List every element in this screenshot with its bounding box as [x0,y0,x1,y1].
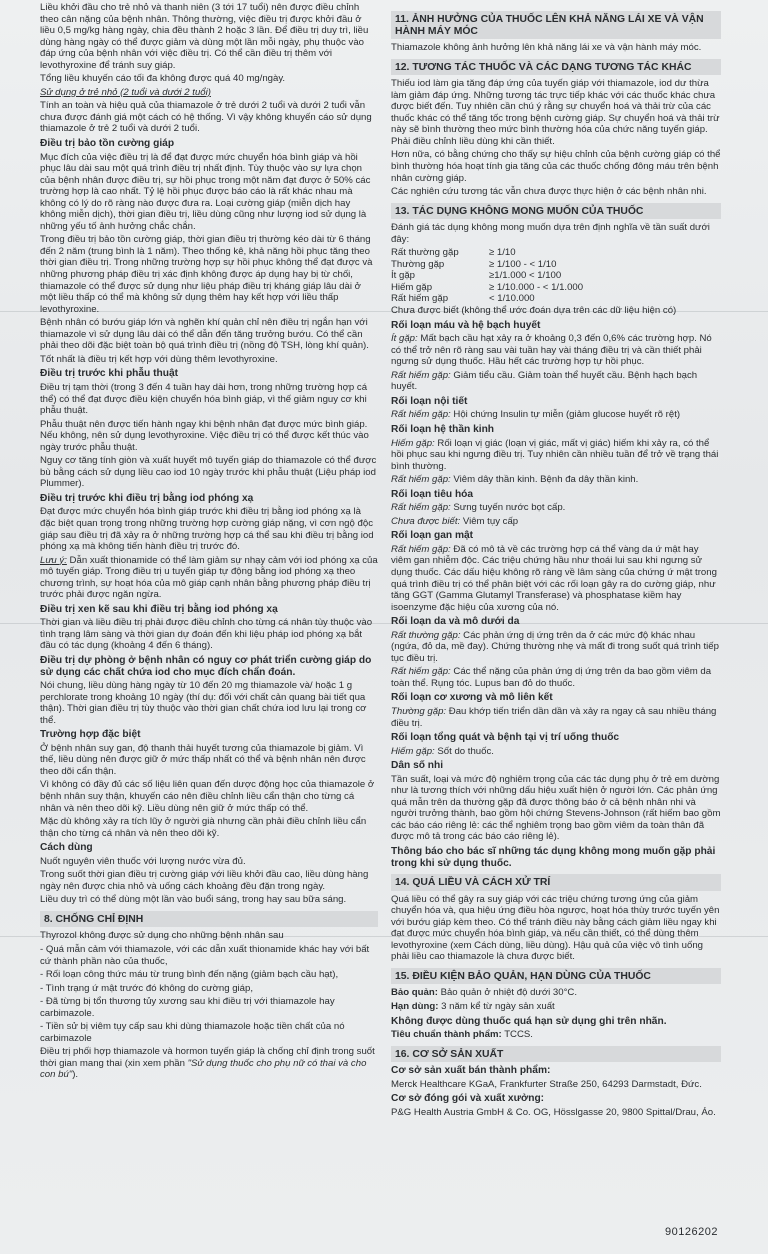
freq-value: ≥ 1/10 [489,247,516,259]
expiry-text: 3 năm kể từ ngày sản xuất [438,1001,555,1013]
bone-entry [391,706,721,729]
freq-tag: Thường gặp: [391,705,447,717]
preop-text: Điều trị tạm thời (trong 3 đến 4 tuần hay dài hơn, trong những trường hợp cá thể) có thể đạt được điều kiện chuyển hóa bình giáp, vì thế giảm nguy cơ khi phẫu thuật. [40,381,368,417]
skin-entry [391,630,721,665]
nervous-entry [391,474,721,486]
liver-text: Đã có mô tả về các trường hợp cá thể vàng da ứ mật hay viêm gan nhiễm độc. Các triệu chứng hầu như thoái lui sau khi ngưng sử dụng thuốc. Các dấu hiệu không rõ ràng về lâm sàng của chứng ứ mật trong quá trình điều trị có thể phân biệt với các rối loạn gây ra do cường giáp, như tăng GGT (Gamma Glutamyl Transferase) và phosphatase kiềm hay isoenzyme đặc hiệu của xương của nó. [391,543,717,613]
section-16-heading: 16. CƠ SỞ SẢN XUẤT [391,1046,721,1063]
gi-title: Rối loạn tiêu hóa [391,488,474,500]
freq-value: ≥ 1/100 - < 1/10 [489,258,557,270]
freq-tag: Rất hiếm gặp: [391,474,451,486]
contra-item: - Quá mẫn cảm với thiamazole, với các dẫn xuất thionamide khác hay với bất cứ thành phần nào của thuốc, [40,944,370,967]
interval-title: Điều trị xen kẽ sau khi điều trị bằng iod phóng xạ [40,603,278,615]
blood-entry [391,333,721,368]
admin-text: Nuốt nguyên viên thuốc với lượng nước vừa đủ. [40,855,246,867]
special-text: Vì không có đầy đủ các số liệu liên quan đến dược động học của thiamazole ở bệnh nhân suy thận, khuyến cáo nên điều chỉnh liều cẩn thận cho từng cá nhân và nên theo dõi kỹ. Liều dùng nên giữ ở mức thấp có thể. [40,779,375,814]
liver-entry [391,544,721,613]
admin-text: Liều duy trì có thể dùng một lần vào buổi sáng, trong hay sau bữa sáng. [40,894,347,906]
section-12-text: Các nghiên cứu tương tác vẫn chưa được thực hiện ở các bệnh nhân nhi. [391,186,707,198]
skin-title: Rối loạn da và mô dưới da [391,616,520,628]
blood-title: Rối loạn máu và hệ bạch huyết [391,319,541,331]
expiry-label: Hạn dùng: [391,1001,439,1013]
freq-label: Hiếm gặp [391,281,433,293]
endocrine-title: Rối loạn nội tiết [391,395,468,407]
pack-text: P&G Health Austria GmbH & Co. OG, Hösslgasse 20, 9800 Spittal/Drau, Áo. [391,1106,716,1118]
freq-tag: Rất hiếm gặp: [391,543,451,555]
admin-text: Trong suốt thời gian điều trị cường giáp với liều khởi đầu cao, liều dùng hàng ngày nên được chia nhỏ và uống cách khoảng đều đặn trong ngày. [40,869,369,892]
conservative-text: Mục đích của việc điều trị là để đạt được mức chuyển hóa bình giáp và hồi phục lâu dài sau một quá trình điều trị nhất định. Tùy thuộc vào sự lựa chọn của bệnh nhân được điều trị, sự hồi phục trong một năm đạt được ở 50% các trường hợp là cao nhất. Tỷ lệ hồi phục được báo cáo là rất khác nhau mà không có lý do rõ ràng nào được đưa ra. Loại cường giáp (miễn dịch hay không miễn dịch), thời gian điều trị, liều dùng cũng như lượng iod sử dụng là những yếu tố ảnh hưởng chắc chắn. [40,151,371,232]
skin-entry [391,666,721,689]
pediatric-title: Dân số nhi [391,760,444,772]
preop-text: Phẫu thuật nên được tiến hành ngay khi bệnh nhân đạt được mức bình giáp. Nếu không, nên sử dụng levothyroxine. Việc điều trị có thể được kết thúc vào ngày trước phẫu thuật. [40,418,369,453]
gi-entry [391,502,721,514]
prophylaxis-text: Nói chung, liều dùng hàng ngày từ 10 đến 20 mg thiamazole và/ hoặc 1 g perchlorate trong khoảng 10 ngày (thí dụ: đối với chất cản quang bài tiết qua thận). Thời gian điều trị tùy thuộc vào thời gian chất chứa iod lưu lại trong cơ thể. [40,680,367,726]
dosage-children-text: Liều khởi đầu cho trẻ nhỏ và thanh niên (3 tới 17 tuổi) nên được điều chỉnh theo cân nặng của bệnh nhân. Thông thường, việc điều trị được khởi đầu ở liều 0,5 mg/kg hàng ngày, chia đều thành 2 hoặc 3 lần. Để điều trị duy trì, liều dùng hàng ngày có thể được giảm và dùng một lần mỗi ngày, phụ thuộc vào đáp ứng của bệnh nhân với việc điều trị. Có thể cần điều trị thêm với levothyroxine để tránh suy giáp. [40,2,369,71]
section-11-text: Thiamazole không ảnh hưởng lên khả năng lái xe và vận hành máy móc. [391,42,702,54]
interval-text: Thời gian và liều điều trị phải được điều chỉnh cho từng cá nhân tùy thuộc vào tình trạng lâm sàng và thời gian dự đoán đến khi liệu pháp iod phóng xạ bắt đầu có tác dụng (khoảng 4 đến 6 tháng). [40,617,373,652]
standard-label: Tiêu chuẩn thành phẩm: [391,1029,502,1041]
skin-text: Các thể nặng của phản ứng dị ứng trên da bao gồm viêm da toàn thể. Rụng tóc. Lupus ban đỏ do thuốc. [391,666,712,689]
conservative-text: Tốt nhất là điều trị kết hợp với dùng thêm levothyroxine. [40,353,278,365]
section-12-heading: 12. TƯƠNG TÁC THUỐC VÀ CÁC DẠNG TƯƠNG TÁC KHÁC [391,59,721,76]
blood-text: Mất bạch cầu hạt xảy ra ở khoảng 0,3 đến 0,6% các trường hợp. Nó có thể trở nên rõ ràng sau vài tuần hay vài tháng điều trị và cần thiết phải ngưng sử dụng thuốc. Hầu hết các trường hợp tự hồi phục. [391,333,712,368]
special-title: Trường hợp đặc biệt [40,729,141,741]
general-text: Sốt do thuốc. [434,745,494,757]
radio-note [40,555,378,601]
gi-entry [391,516,721,528]
conservative-text: Bệnh nhân có bướu giáp lớn và nghẽn khí quản chỉ nên điều trị ngắn hạn với thiamazole vì sử dụng lâu dài có thể dẫn đến tăng trưởng bướu. Có thể cần phải theo dõi đặc biệt toàn bộ quá trình điều trị (nồng độ TSH, lòng khí quản). [40,317,369,352]
pack-label: Cơ sở đóng gói và xuất xưởng: [391,1093,545,1105]
liver-title: Rối loạn gan mật [391,530,474,542]
freq-label: Rất thường gặp [391,247,459,259]
conservative-title: Điều trị bảo tồn cường giáp [40,138,175,150]
freq-tag: Hiếm gặp: [391,745,435,757]
section-15-heading: 15. ĐIỀU KIỆN BẢO QUẢN, HẠN DÙNG CỦA THUỐC [391,968,721,985]
freq-label: Ít gặp [391,270,416,282]
freq-tag: Rất hiếm gặp: [391,369,451,381]
section-12-text: Thiếu iod làm gia tăng đáp ứng của tuyến giáp với thiamazole, iod dư thừa làm giảm đáp ứng. Những tương tác trực tiếp khác với các thuốc khác chưa được biết đến. Tuy nhiên cần chú ý rằng sự chuyển hoá và thải trừ của các thuốc khác có thể tăng tốc trong bệnh cường giáp. Sự chuyển hoá và thải trừ này sẽ bình thường theo mức bình thường hóa của chức năng tuyến giáp. Phải điều chỉnh liều dùng khi cần thiết. [391,78,720,147]
bone-text: Đau khớp tiến triển dần dần và xảy ra ngay cả sau nhiều tháng điều trị. [391,705,717,729]
freq-tag: Rất hiếm gặp: [391,502,451,514]
section-14-heading: 14. QUÁ LIỀU VÀ CÁCH XỬ TRÍ [391,874,721,891]
radio-note-text: Dẫn xuất thionamide có thể làm giảm sự nhạy cảm với iod phóng xạ của mô tuyến giáp. Trong điều trị u tuyến giáp tự động bằng iod phóng xạ theo chương trình, sự hoạt hóa của mô giáp cạnh nhân bằng phương pháp điều trị trước phải được ngăn ngừa. [40,554,378,601]
freq-value: ≥ 1/10.000 - < 1/1.000 [489,281,584,293]
standard-text: TCCS. [501,1029,533,1041]
conservative-text: Trong điều trị bảo tồn cường giáp, thời gian điều trị thường kéo dài từ 6 tháng đến 2 năm (trung bình là 1 năm). Theo thống kê, khả năng hồi phục tăng theo thời gian điều trị. Trong những trường hợp sự hồi phục không thể đạt được và những phương pháp điều trị xác định không được áp dụng hay bị từ chối, thiamazole có thể được sử dụng như liệu pháp điều trị kháng giáp lâu dài ở một liều thấp có thể mà không sử dụng thêm hay kết hợp với liều thấp levothyroxine. [40,234,373,315]
freq-label: Rất hiếm gặp [391,293,449,305]
nervous-text: Viêm dây thần kinh. Bệnh đa dây thần kinh. [450,474,639,486]
radio-note-label: Lưu ý: [40,554,67,566]
nervous-entry [391,438,721,473]
blood-text: Giảm tiểu cầu. Giảm toàn thể huyết cầu. Bệnh hạch bạch huyết. [391,369,698,393]
release-text: Merck Healthcare KGaA, Frankfurter Straße 250, 64293 Darmstadt, Đức. [391,1078,702,1090]
pediatric-text: Tần suất, loại và mức độ nghiêm trọng của các tác dụng phụ ở trẻ em dường như là tương thích với những dấu hiệu xuất hiện ở người lớn. Các phản ứng quá mẫn trên da thường gặp đã được thông báo ở cả bệnh nhân nhi và người trưởng thành, bao gồm hội chứng Stevens-Johnson (rất hiếm bao gồm các báo cáo riêng lẻ: các thể nghiêm trọng bao gồm viêm da toàn thân đã được mô tả trong các báo cáo riêng lẻ). [391,773,721,843]
section-13-intro: Đánh giá tác dụng không mong muốn dựa trên định nghĩa về tần suất dưới đây: [391,222,710,245]
contra-tail [40,1046,378,1081]
nervous-text: Rối loạn vị giác (loạn vị giác, mất vị giác) hiếm khi xảy ra, có thể hồi phục sau khi ngưng điều trị. Tuy nhiên cần nhiều tuần để trở về trạng thái bình thường. [391,437,719,472]
contra-item: - Tiền sử bị viêm tụy cấp sau khi dùng thiamazole hoặc tiền chất của nó carbimazole [40,1021,345,1044]
contra-tail-text: Điều trị phối hợp thiamazole và hormon tuyến giáp là chống chỉ định trong suốt thời gian mang thai (xin xem phần [40,1046,375,1069]
skin-text: Các phản ứng dị ứng trên da ở các mức độ khác nhau (ngứa, đỏ da, mề đay). Chứng thường nhẹ và mất đi trong suốt quá trình tiếp tục điều trị. [391,629,719,664]
freq-tag: Rất hiếm gặp: [391,409,451,421]
child-use-text: Tính an toàn và hiệu quả của thiamazole ở trẻ dưới 2 tuổi và dưới 2 tuổi vẫn chưa được đánh giá một cách có hệ thống. Vì vậy không khuyến cáo sử dụng thiamazole ở trẻ 2 tuổi và dưới 2 tuổi. [40,100,372,135]
contra-tail-ref: "Sử dụng thuốc cho phụ nữ có thai và cho con bú" [40,1057,367,1081]
storage-line [391,987,721,999]
freq-value: < 1/10.000 [489,293,535,305]
preop-text: Nguy cơ tăng tính giòn và xuất huyết mô tuyến giáp do thiamazole có thể được bù bằng cách sử dụng liều cao iod 10 ngày trước khi phẫu thuật (Liệu pháp iod Plummer). [40,455,377,490]
contra-item: - Rối loạn công thức máu từ trung bình đến nặng (giảm bạch cầu hạt), [40,969,339,981]
nervous-title: Rối loạn hệ thần kinh [391,423,495,435]
frequency-table [391,247,721,305]
gi-text: Viêm tụy cấp [460,515,519,527]
general-entry [391,746,721,758]
expiry-line [391,1001,721,1013]
general-title: Rối loạn tổng quát và bệnh tại vị trí uống thuốc [391,732,620,744]
expiry-warning: Không được dùng thuốc quá hạn sử dụng ghi trên nhãn. [391,1015,667,1027]
prophylaxis-title: Điều trị dự phòng ở bệnh nhân có nguy cơ phát triển cường giáp do sử dụng các chất chứa iod cho mục đích chẩn đoán. [40,654,372,678]
child-use-label: Sử dụng ở trẻ nhỏ (2 tuổi và dưới 2 tuổi) [40,86,211,98]
preop-title: Điều trị trước khi phẫu thuật [40,368,179,380]
left-column [40,2,378,1254]
contraindications-heading: 8. CHỐNG CHỈ ĐỊNH [40,911,378,928]
section-12-text: Hơn nữa, có bằng chứng cho thấy sự hiệu chỉnh của bệnh cường giáp có thể bình thường hóa hoạt tính gia tăng của các thuốc chống đông máu trên bệnh nhân cường giáp. [391,149,721,184]
document-code: 90126202 [665,1226,718,1238]
freq-value: ≥1/1.000 < 1/100 [489,270,562,282]
storage-label: Bảo quản: [391,987,438,999]
freq-tag: Chưa được biết: [391,515,461,527]
standard-line [391,1029,721,1041]
contra-item: - Đã từng bị tổn thương tủy xương sau khi điều trị với thiamazole hay carbimazole. [40,996,335,1019]
contra-intro: Thyrozol không được sử dụng cho những bệnh nhân sau [40,930,284,942]
max-dose-text: Tổng liều khuyến cáo tối đa không được quá 40 mg/ngày. [40,73,286,85]
storage-text: Bảo quản ở nhiệt độ dưới 30°C. [437,987,578,999]
admin-title: Cách dùng [40,842,93,854]
gi-text: Sưng tuyến nước bọt cấp. [450,502,566,514]
freq-label: Thường gặp [391,258,445,270]
radio-text: Đạt được mức chuyển hóa bình giáp trước khi điều trị bằng iod phóng xạ là đặc biệt quan trọng trong những trường hợp cường giáp nặng, vì cơn ngộ độc giáp sau điều trị đã xảy ra ở những trường hợp cá thể sau khi điều trị bằng iod phóng xạ mà không tiến hành điều trị trước đó. [40,506,374,553]
right-column [391,6,721,1254]
endocrine-text: Hội chứng Insulin tự miễn (giảm glucose huyết rõ rệt) [450,409,681,421]
freq-tag: Rất hiếm gặp: [391,666,451,678]
freq-tag: Hiếm gặp: [391,437,435,449]
section-14-text: Quá liều có thể gây ra suy giáp với các triệu chứng tương ứng của giảm chuyển hóa và, qua hiệu ứng điều hòa ngược, hoạt hóa thùy trước tuyến yên với bướu giáp kèm theo. Có thể tránh điều này bằng cách giảm liều ngay khi đạt được mức chuyển hóa bình giáp, và nếu cần thiết, có thể dùng thêm levothyroxine (xem Cách dùng, liều dùng). Hậu quả của việc vô tình uống phải liều cao thiamazole là chưa được biết. [391,893,720,963]
contra-item: - Tình trạng ứ mật trước đó không do cường giáp, [40,982,253,994]
report-notice: Thông báo cho bác sĩ những tác dụng không mong muốn gặp phải trong khi sử dụng thuốc. [391,846,716,869]
release-label: Cơ sở sản xuất bán thành phẩm: [391,1065,551,1077]
blood-entry [391,370,721,393]
special-text: Ở bệnh nhân suy gan, độ thanh thải huyết tương của thiamazole bị giảm. Vì thế, liều dùng nên được giữ ở mức thấp nhất có thể và bệnh nhân nên được theo dõi cẩn thận. [40,742,366,777]
freq-tag: Rất thường gặp: [391,629,461,641]
radio-title: Điều trị trước khi điều trị bằng iod phóng xạ [40,492,254,504]
special-text: Mặc dù không xảy ra tích lũy ở người già nhưng cần phải điều chỉnh liều cẩn thận cho từng cá nhân và nên theo dõi kỹ. [40,816,367,839]
section-13-heading: 13. TÁC DỤNG KHÔNG MONG MUỐN CỦA THUỐC [391,203,721,220]
freq-tag: Ít gặp: [391,333,418,345]
contra-tail-end: ). [72,1069,79,1081]
endocrine-entry [391,409,721,421]
section-11-heading: 11. ẢNH HƯỞNG CỦA THUỐC LÊN KHẢ NĂNG LÁI XE VÀ VẬN HÀNH MÁY MÓC [391,11,721,39]
freq-unknown: Chưa được biết (không thể ước đoán dựa trên các dữ liệu hiện có) [391,305,677,317]
bone-title: Rối loạn cơ xương và mô liên kết [391,692,553,704]
